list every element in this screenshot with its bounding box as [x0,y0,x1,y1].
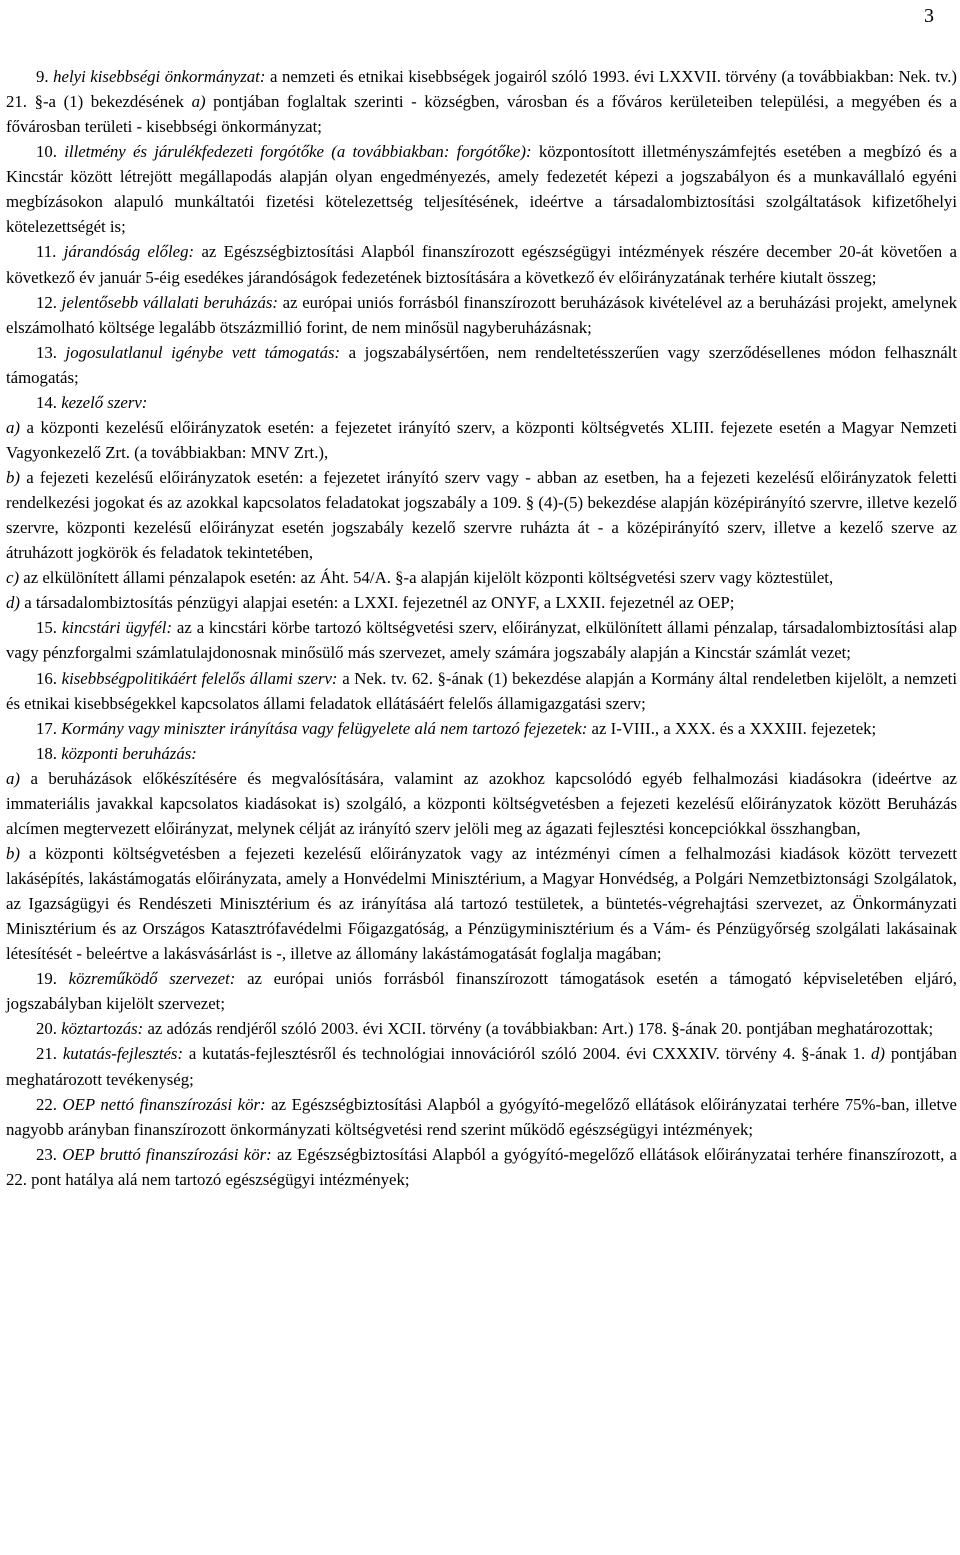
subpoint-18a [6,766,957,841]
defined-term: helyi kisebbségi önkormányzat: [53,67,266,86]
item-number: 15. [36,618,57,638]
definition-13 [6,340,957,390]
page-number: 3 [924,5,934,27]
item-number: 13. [36,342,57,362]
item-number: 16. [36,668,57,688]
defined-term: jogosulatlanul igénybe vett támogatás: [65,342,341,362]
subpoint-14c [6,565,957,590]
subpoint-letter: a) [6,768,20,788]
item-number: 20. [36,1019,57,1039]
subpoint-18b [6,841,957,966]
subpoint-text: a társadalombiztosítás pénzügyi alapjai esetén: a LXXI. fejezetnél az ONYF, a LXXII. fejezetnél az OEP; [24,593,735,613]
subpoint-14b [6,465,957,565]
item-number: 11. [36,242,57,262]
defined-term: jelentősebb vállalati beruházás: [61,292,278,312]
definition-17 [6,716,957,741]
definition-23 [6,1142,957,1192]
definition-19 [6,966,957,1016]
definition-22 [6,1092,957,1142]
definition-12 [6,290,957,340]
point-reference: d) [871,1044,885,1064]
definition-text: az európai uniós forrásból finanszírozott támogatások esetén a támogató képviseletében eljáró, jogszabályban kijelölt szervezet; [6,969,958,1014]
item-number: 23. [36,1144,57,1164]
subpoint-letter: b) [6,843,20,863]
defined-term: OEP nettó finanszírozási kör: [62,1094,266,1114]
item-number: 10. [36,142,57,162]
defined-term: illetmény és járulékfedezeti forgótőke (a továbbiakban: forgótőke): [64,142,532,162]
definition-text: az a kincstári körbe tartozó költségvetési szerv, előirányzat, elkülönített állami pénzalap, társadalombiztosítási alap vagy pénzforgalmi számlatulajdonosnak minősülő más szervezet, amely számára jogszabály alapján a Kincstár számlát vezet; [6,618,957,663]
item-number: 17. [36,718,57,738]
defined-term: köztartozás: [61,1019,144,1039]
document-body [6,64,957,1192]
defined-term: kutatás-fejlesztés: [62,1044,184,1064]
definition-text: a Nek. tv. 62. §-ának (1) bekezdése alapján a Kormány által rendeletben kijelölt, a nemzeti és etnikai kisebbségekkel kapcsolatos állami feladatok ellátásáért felelős államigazgatási szerv; [6,668,957,713]
definition-text: a kutatás-fejlesztésről és technológiai innovációról szóló 2004. évi CXXXIV. törvény 4. §-ának 1. [188,1044,866,1064]
subpoint-letter: a) [6,417,20,437]
definition-16 [6,666,957,716]
definition-text: az Egészségbiztosítási Alapból a gyógyító-megelőző ellátások előirányzatai terhére finanszírozott, a 22. pont hatálya alá nem tartozó egészségügyi intézmények; [6,1144,957,1189]
subpoint-text: a központi költségvetésben a fejezeti kezelésű előirányzatok vagy az intézményi címen a felhalmozási kiadások között tervezett lakásépítés, lakástámogatás előirányzata, amely a Honvédelmi Minisztérium, a Magyar Honvédség, a Polgári Nemzetbiztonsági Szolgálatok, az Igazságügyi és Rendészeti Minisztérium és az irányítása alá tartozó testületek, a büntetés-végrehajtási szervezet, az Önkormányzati Minisztérium és az Országos Katasztrófavédelmi Főigazgatóság, a Pénzügyminisztérium és a Vám- és Pénzügyőrség szolgálati lakásainak létesítését - beleértve a lakásvásárlást is -, illetve az állomány lakástámogatását foglalja magában; [6,843,957,964]
item-number: 21. [36,1044,57,1064]
definition-text: az I-VIII., a XXX. és a XXXIII. fejezetek; [591,718,877,738]
definition-text: központosított illetményszámfejtés esetében a megbízó és a Kincstár között létrejött megállapodás alapján olyan engedményezés, amely fedezetét képezi a jogszabályon és a munkavállaló egyéni megbízásokon alapuló munkáltatói fizetési kötelezettség teljesítésének, ideértve a társadalombiztosítási szolgáltatások kifizetőhelyi kötelezettségét is; [6,142,958,237]
defined-term: kisebbségpolitikáért felelős állami szerv: [61,668,338,688]
subpoint-14d [6,590,957,615]
subpoint-text: a központi kezelésű előirányzatok esetén: a fejezetet irányító szerv, a központi költségvetés XLIII. fejezete esetén a Magyar Nemzeti Vagyonkezelő Zrt. (a továbbiakban: MNV Zrt.), [6,417,957,462]
definition-text: az Egészségbiztosítási Alapból a gyógyító-megelőző ellátások előirányzatai terhére 75%-ban, illetve nagyobb arányban finanszírozott önkormányzati költségvetési rend szerint működő egészségügyi intézmények; [6,1094,957,1139]
defined-term: központi beruházás: [61,743,197,763]
definition-9 [6,64,957,139]
definition-15 [6,615,957,665]
definition-11 [6,239,957,289]
definition-text: a nemzeti és etnikai kisebbségek jogairól szóló 1993. évi LXXVII. törvény (a továbbiakban: Nek. tv.) 21. §-a (1) bekezdésének [6,67,957,112]
definition-text: az Egészségbiztosítási Alapból finanszírozott egészségügyi intézmények részére december 20-át követően a következő év január 5-éig esedékes járandóságok fedezetének biztosítására a következő év előirányzatának terhére kiutalt összeg; [6,242,957,287]
definition-text: az adózás rendjéről szóló 2003. évi XCII. törvény (a továbbiakban: Art.) 178. §-ának 20. pontjában meghatározottak; [147,1019,934,1039]
definition-text: az európai uniós forrásból finanszírozott beruházások kivételével az a beruházási projekt, amelynek elszámolható költsége legalább ötszázmillió forint, de nem minősül nagyberuházásnak; [6,292,958,337]
definition-10 [6,139,957,239]
subpoint-text: a beruházások előkészítésére és megvalósítására, valamint az azokhoz kapcsolódó egyéb felhalmozási kiadásokra (ideértve az immateriális javakkal kapcsolatos kiadásokat is) szolgáló, a központi költségvetésben a fejezeti kezelésű előirányzatok között Beruházás alcímen megtervezett előirányzat, melynek célját az irányító szerv jelöli meg az ágazati fejlesztési koncepciókkal összhangban, [6,768,957,838]
definition-14 [6,390,957,415]
item-number: 12. [36,292,57,312]
defined-term: Kormány vagy miniszter irányítása vagy felügyelete alá nem tartozó fejezetek: [61,718,588,738]
defined-term: közreműködő szervezet: [68,969,236,989]
item-number: 9. [36,67,49,86]
definition-text: pontjában foglaltak szerinti - községben, városban és a főváros kerületeiben települési, a megyében és a fővárosban területi - kisebbségi önkormányzat; [6,92,957,137]
item-number: 14. [36,392,57,412]
subpoint-letter: d) [6,593,20,613]
definition-21 [6,1041,957,1091]
definition-text: a jogszabálysértően, nem rendeltetésszerűen vagy szerződésellenes módon felhasznált támogatás; [6,342,957,387]
item-number: 18. [36,743,57,763]
definition-20 [6,1016,957,1041]
subpoint-letter: b) [6,468,20,487]
item-number: 22. [36,1094,57,1114]
item-number: 19. [36,969,57,989]
subpoint-text: a fejezeti kezelésű előirányzatok esetén: a fejezetet irányító szerv vagy - abban az esetben, ha a fejezeti kezelésű előirányzatok feletti rendelkezési jogokat és az azokkal kapcsolatos feladatokat jogszabály a 109. § (4)-(5) bekezdése alapján középirányító szervre, illetve kezelő szervre, központi kezelésű előirányzat esetén jogszabály kezelő szervre ruházta át - a középirányító szerv, illetve a kezelő szerve az átruházott jogkörök és feladatok tekintetében, [6,468,957,563]
subpoint-text: az elkülönített állami pénzalapok esetén: az Áht. 54/A. §-a alapján kijelölt központi költségvetési szerv vagy köztestület, [23,568,834,588]
defined-term: OEP bruttó finanszírozási kör: [62,1144,272,1164]
subpoint-letter: c) [6,568,20,588]
definition-text: pontjában meghatározott tevékenység; [6,1044,957,1089]
defined-term: járandóság előleg: [63,242,195,262]
point-reference: a) [191,92,206,112]
defined-term: kezelő szerv: [61,392,148,412]
definition-18 [6,741,957,766]
defined-term: kincstári ügyfél: [61,618,173,638]
subpoint-14a [6,415,957,465]
